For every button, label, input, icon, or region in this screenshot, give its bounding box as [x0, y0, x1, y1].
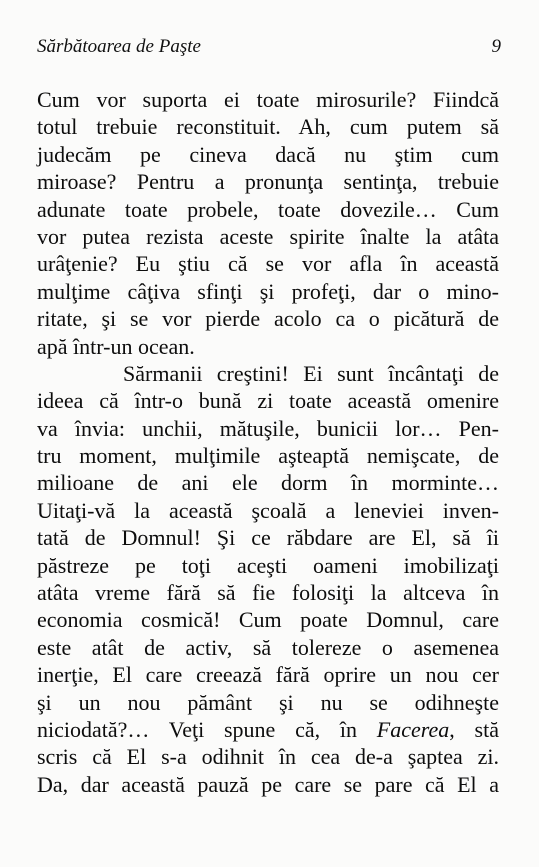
text-line: atâta vreme fără să fie folosiţi la altceva în	[37, 580, 499, 606]
text-line: miroase? Pentru a pronunţa sentinţa, trebuie	[37, 169, 499, 195]
text-line: ritate, şi se vor pierde acolo ca o picătură de	[37, 306, 499, 332]
body-text	[37, 86, 499, 798]
text-segment: niciodată?… Veţi spune că, în	[37, 716, 377, 742]
text-line: economia cosmică! Cum poate Domnul, care	[37, 607, 499, 633]
text-line: Da, dar această pauză pe care se pare că El a	[37, 771, 499, 797]
text-line: Uitaţi-vă la această şcoală a leneviei inven-	[37, 497, 499, 523]
text-line: mulţime câţiva sfinţi şi profeţi, dar o mino-	[37, 278, 499, 304]
text-line: tru moment, mulţimile aşteaptă nemişcate, de	[37, 443, 499, 469]
text-line: păstreze pe toţi aceşti oameni imobilizaţi	[37, 552, 499, 578]
text-line: este atât de activ, să tolereze o asemenea	[37, 634, 499, 660]
text-line: adunate toate probele, toate dovezile… Cum	[37, 196, 499, 222]
text-line: vor putea rezista aceste spirite înalte la atâta	[37, 223, 499, 249]
text-line: judecăm pe cineva dacă nu ştim cum	[37, 141, 499, 167]
paragraph-start-line: Sărmanii creştini! Ei sunt încântaţi de	[123, 360, 499, 386]
text-segment: , stă	[449, 716, 499, 742]
text-line: inerţie, El care creează fără oprire un nou cer	[37, 662, 499, 688]
text-line: Cum vor suporta ei toate mirosurile? Fiindcă	[37, 87, 499, 112]
running-head	[37, 36, 501, 62]
text-line: va învia: unchii, mătuşile, bunicii lor… Pen-	[37, 415, 499, 441]
text-line: urâţenie? Eu ştiu că se vor afla în această	[37, 251, 499, 277]
text-line: totul trebuie reconstituit. Ah, cum putem să	[37, 114, 499, 140]
paragraph-end-line: apă într-un ocean.	[37, 333, 195, 359]
page-number: 9	[491, 36, 501, 57]
text-line: scris că El s-a odihnit în cea de-a şaptea zi.	[37, 744, 499, 770]
italic-book-title: Facerea	[376, 716, 450, 742]
text-line: şi un nou pământ şi nu se odihneşte	[37, 689, 499, 715]
text-line: milioane de ani ele dorm în morminte…	[37, 470, 499, 496]
text-line: ideea că într-o bună zi toate această omenire	[37, 388, 499, 414]
running-title: Sărbătoarea de Paşte	[37, 36, 201, 57]
text-line: tată de Domnul! Şi ce răbdare are El, să îi	[37, 525, 499, 551]
text-line-with-italic	[37, 716, 499, 743]
